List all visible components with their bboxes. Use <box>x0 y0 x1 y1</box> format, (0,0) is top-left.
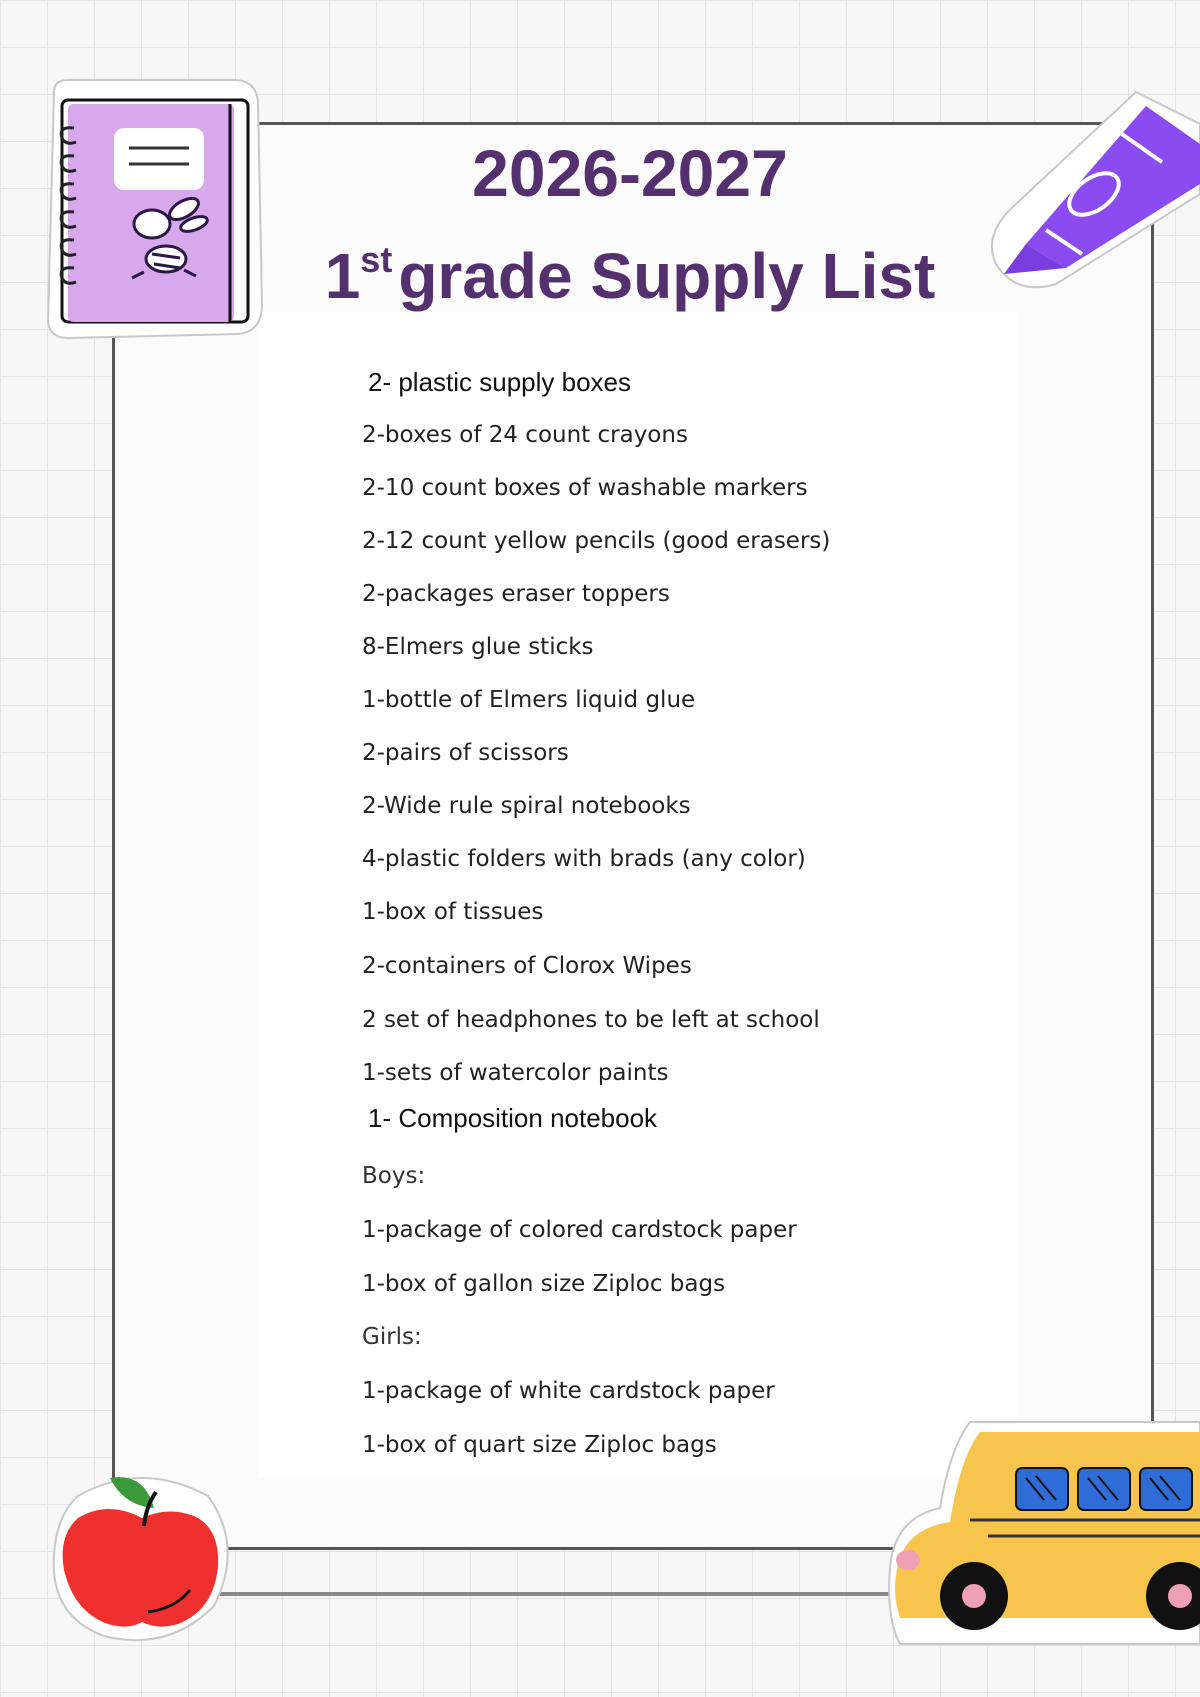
girls-heading: Girls: <box>362 1324 422 1350</box>
list-item: 2-packages eraser toppers <box>362 581 670 607</box>
list-item: 4-plastic folders with brads (any color) <box>362 846 806 872</box>
list-item: 1-sets of watercolor paints <box>362 1060 669 1086</box>
list-item: 1-box of quart size Ziploc bags <box>362 1432 717 1458</box>
list-item: 1-package of colored cardstock paper <box>362 1217 797 1243</box>
list-item: 1-box of gallon size Ziploc bags <box>362 1271 726 1297</box>
list-item: 1-package of white cardstock paper <box>362 1378 775 1404</box>
list-item: 2-pairs of scissors <box>362 740 569 766</box>
list-item: 2-boxes of 24 count crayons <box>362 422 688 448</box>
list-item: 8-Elmers glue sticks <box>362 634 594 660</box>
list-item: 2 set of headphones to be left at school <box>362 1007 820 1033</box>
grade-number: 1 <box>324 240 361 312</box>
grade-suffix: st <box>360 239 393 280</box>
title-year: 2026-2027 <box>472 136 788 210</box>
list-item: 2-Wide rule spiral notebooks <box>362 793 691 819</box>
list-item: 1-box of tissues <box>362 899 544 925</box>
list-item: 1-bottle of Elmers liquid glue <box>362 687 696 713</box>
title-rest: grade Supply List <box>398 240 936 312</box>
list-item: 1- Composition notebook <box>368 1103 658 1133</box>
list-item: 2-containers of Clorox Wipes <box>362 953 692 979</box>
list-item: 2- plastic supply boxes <box>368 367 632 397</box>
list-item: 2-10 count boxes of washable markers <box>362 475 808 501</box>
boys-heading: Boys: <box>362 1163 426 1189</box>
list-item: 2-12 count yellow pencils (good erasers) <box>362 528 831 554</box>
